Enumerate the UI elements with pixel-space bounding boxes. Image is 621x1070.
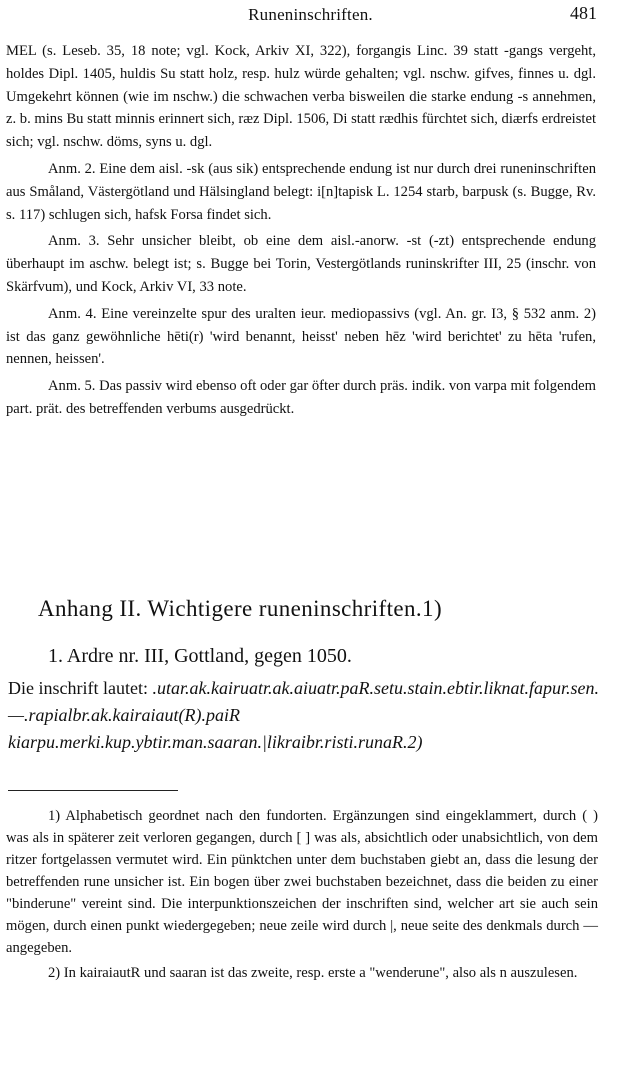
paragraph-anm-2: Anm. 2. Eine dem aisl. -sk (aus sik) entsprechende endung ist nur durch drei runeninschriften aus Småland, Västergötland und Hälsingland belegt: i[n]tapisk L. 1254 starb, barpusk (s. Bugge, Rv. s. 117) schlugen sich, hafsk Forsa findet sich.	[6, 160, 596, 223]
appendix-heading: Anhang II. Wichtigere runeninschriften.1)	[38, 596, 442, 621]
paragraph-continuation: MEL (s. Leseb. 35, 18 note; vgl. Kock, Arkiv XI, 322), forgangis Linc. 39 statt -gangs vergeht, holdes Dipl. 1405, huldis Su statt holz, resp. hulz würde gehalten; vgl. nschw. gifves, finnes u. dgl. Umgekehrt können (wie im nschw.) die schwachen verba bisweilen die starke endung -s annehmen, z. b. mins Bu statt minnis erinnert sich, ræz Dipl. 1506, Di statt rædhis fürchtet sich, diærfs erdreistet sich; vgl. nschw. döms, syns u. dgl.	[6, 43, 596, 151]
footnote-2: 2) In kairaiautR und saaran ist das zweite, resp. erste a "wenderune", also als n auszulesen.	[48, 965, 578, 981]
footnotes	[6, 805, 598, 987]
inscription-subheading: 1. Ardre nr. III, Gottland, gegen 1050.	[48, 645, 352, 667]
inscription-block	[8, 675, 608, 756]
footnote-divider	[8, 790, 178, 791]
inscription-text: .utar.ak.kairuatr.ak.aiuatr.paR.setu.stain.ebtir.liknat.fapur.sen.—.rapialbr.ak.kairaiaut(R).paiR kiarpu.merki.kup.ybtir.man.saaran.|likraibr.risti.runaR.2)	[8, 678, 599, 752]
page-number: 481	[570, 3, 597, 23]
footnote-1: 1) Alphabetisch geordnet nach den fundorten. Ergänzungen sind eingeklammert, durch ( ) was als in späterer zeit verloren gegangen, durch [ ] was als, absichtlich oder unabsichtlich, von dem ritzer fortgelassen vermutet wird. Ein pünktchen unter dem buchstaben giebt an, dass die lesung der betreffenden rune unsicher ist. Ein bogen über zwei buchstaben bezeichnet, dass die beiden zu einer "binderune" vereint sind. Die interpunktionszeichen der inschriften sind, welcher art sie auch sein mögen, durch einen punkt wiedergegeben; neue zeile wird durch |, neue seite des denkmals durch — angegeben.	[6, 808, 598, 956]
inscription-intro: Die inschrift lautet:	[8, 678, 148, 698]
main-text	[6, 40, 596, 425]
paragraph-anm-3: Anm. 3. Sehr unsicher bleibt, ob eine dem aisl.-anorw. -st (-zt) entsprechende endung überhaupt im aschw. belegt ist; s. Bugge bei Torin, Vestergötlands runinskrifter III, 25 (inschr. von Skärfvum), und Kock, Arkiv VI, 33 note.	[6, 233, 596, 295]
paragraph-anm-5: Anm. 5. Das passiv wird ebenso oft oder gar öfter durch präs. indik. von varpa mit folgendem part. prät. des betreffenden verbums ausgedrückt.	[6, 378, 596, 417]
paragraph-anm-4: Anm. 4. Eine vereinzelte spur des uralten ieur. mediopassivs (vgl. An. gr. I3, § 532 anm. 2) ist das ganz gewöhnliche hēti(r) 'wird benannt, heisst' neben hēz 'wird berichtet' zu hēta 'rufen, nennen, heissen'.	[6, 305, 596, 368]
running-header: Runeninschriften.	[248, 5, 373, 24]
